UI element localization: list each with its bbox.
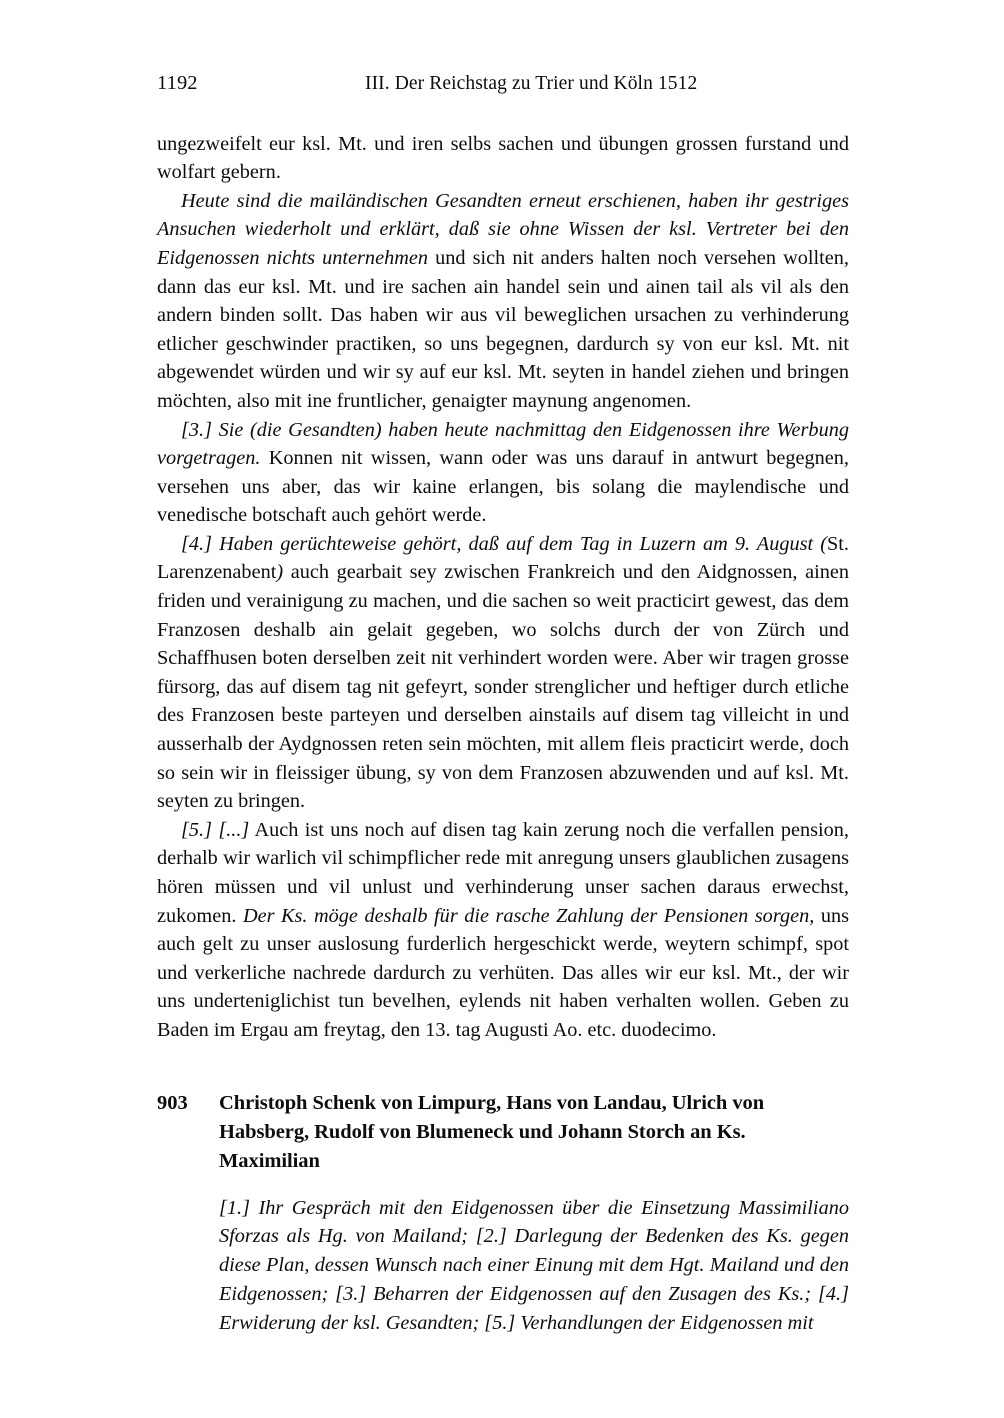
paragraph-5-roman-part-2: uns auch gelt zu unser auslosung furderlich hergeschickt werde, weytern schimpf, spot und verkerliche nachrede dardurch zu verhüten. Das alles wir eur ksl. Mt., der wir uns underteniglichist tun bevelhen, eylends nit haben verhalten wollen. Geben zu Baden im Ergau am freytag, den 13. tag Augusti Ao. etc. duodecimo.	[157, 904, 850, 1041]
paragraph-4-italic-close: )	[276, 561, 284, 584]
paragraph-3-marker: [3.]	[181, 418, 212, 441]
paragraph-continuation-text: ungezweifelt eur ksl. Mt. und iren selbs sachen und übungen grossen furstand und wolfart gebern.	[157, 132, 849, 184]
paragraph-5-roman-part-1: Auch ist uns noch auf disen tag kain zerung noch die verfallen pension, derhalb wir warlich vil schimpflicher rede mit anregung unsers glaublichen zusagens hören müssen und vil unlust und verhinderung unser sachen daraus erwechst, zukomen.	[157, 818, 849, 927]
paragraph-2-roman-rest: und sich nit anders halten noch versehen wollten, dann das eur ksl. Mt. und ire sachen ain handel sein und ainen tail als vil als den andern binden sollt. Das haben wir aus vil beweglichen ursachen zu verhinderung etlicher geschwinder practiken, so uns begegnen, dardurch sy von eur ksl. Mt. nit abgewendet würden und wir sy auf eur ksl. Mt. seyten in handel ziehen und bringen möchten, also mit ine fruntlicher, genaigter maynung angenomen.	[157, 246, 850, 412]
entry-number: 903	[157, 1091, 188, 1114]
paragraph-3-italic-lead: Sie (die Gesandten) haben heute nachmittag den Eidgenossen ihre Werbung vorgetragen.	[157, 418, 849, 470]
running-head-title: III. Der Reichstag zu Trier und Köln 1512	[365, 73, 698, 94]
entry-title: Christoph Schenk von Limpurg, Hans von Landau, Ulrich von Habsberg, Rudolf von Blumeneck und Johann Storch an Ks. Maximilian	[219, 1091, 765, 1172]
paragraph-5-marker: [5.]	[181, 818, 212, 841]
paragraph-4-roman-mid: St. Larenzenabent	[157, 532, 849, 584]
paragraph-4-marker: [4.]	[181, 532, 212, 555]
paragraph-3	[157, 416, 849, 530]
paragraph-4-italic-lead: Haben gerüchteweise gehört, daß auf dem Tag in Luzern am 9. August (	[212, 532, 827, 555]
entry-summary-text: [1.] Ihr Gespräch mit den Eidgenossen über die Einsetzung Massimiliano Sforzas als Hg. von Mailand; [2.] Darlegung der Bedenken des Ks. gegen diese Plan, dessen Wunsch nach einer Einung mit dem Hgt. Mailand und den Eidgenossen; [3.] Beharren der Eidgenossen auf den Zusagen des Ks.; [4.] Erwiderung der ksl. Gesandten; [5.] Verhandlungen der Eidgenossen mit	[219, 1196, 849, 1334]
running-head	[157, 72, 849, 96]
page-number: 1192	[157, 72, 198, 94]
page-content	[157, 72, 849, 1338]
paragraph-5-italic-part: Der Ks. möge deshalb für die rasche Zahlung der Pensionen sorgen,	[242, 904, 815, 927]
paragraph-3-roman-rest: Konnen nit wissen, wann oder was uns darauf in antwurt begegnen, versehen uns aber, das wir kaine erlangen, bis solang die maylendische und venedische botschaft auch gehört werde.	[157, 447, 849, 527]
entry-summary	[219, 1194, 849, 1338]
paragraph-5-ellipsis: [...]	[218, 818, 250, 841]
paragraph-5	[157, 816, 849, 1045]
document-entry-903	[157, 1089, 849, 1338]
paragraph-4-roman-rest: auch gearbait sey zwischen Frankreich und den Aidgnossen, ainen friden und verainigung zu machen, und die sachen so weit practicirt gewest, das dem Franzosen deshalb ain gelait gegeben, wo solchs durch der von Zürch und Schaffhusen boten derselben zeit nit verhindert worden were. Aber wir tragen grosse fürsorg, das auf disem tag nit gefeyrt, sonder strenglicher und heftiger durch etliche des Franzosen beste parteyen und derselben ainstails auf disem tag villeicht in und ausserhalb der Aydgnossen reten sein möchten, mit allem fleis practicirt werde, doch so sein wir in fleissiger übung, sy von dem Franzosen abzuwenden und auf ksl. Mt. seyten zu bringen.	[157, 561, 849, 813]
paragraph-2-italic-lead: Heute sind die mailändischen Gesandten erneut erschienen, haben ihr gestriges Ansuchen wiederholt und erklärt, daß sie ohne Wissen der ksl. Vertreter bei den Eidgenossen nichts unternehmen	[157, 189, 849, 269]
paragraph-2	[157, 187, 849, 416]
entry-heading	[157, 1089, 849, 1176]
paragraph-4	[157, 530, 849, 816]
body-text	[157, 130, 849, 1045]
paragraph-continuation	[157, 130, 849, 187]
